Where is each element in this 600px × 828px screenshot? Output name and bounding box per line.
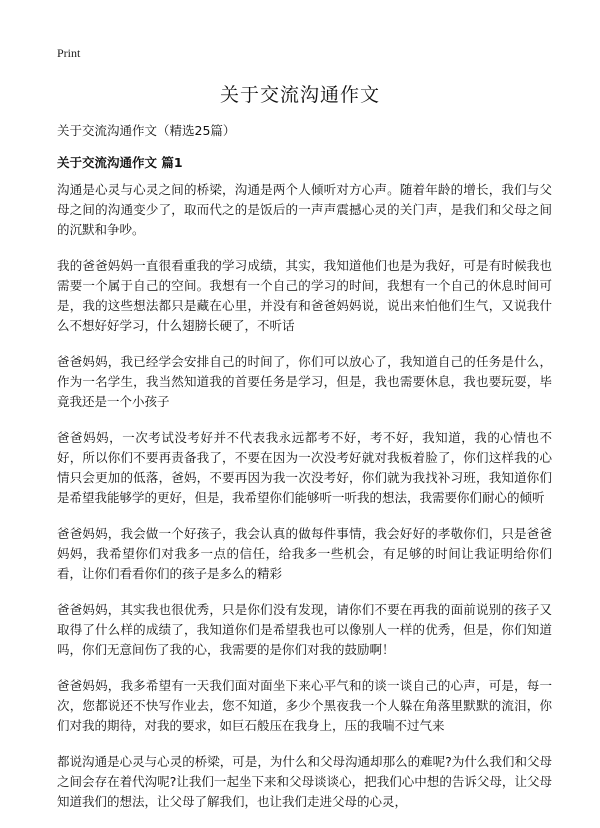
article-body (57, 180, 552, 828)
page-title: 关于交流沟通作文 (219, 84, 380, 106)
paragraph: 我的爸爸妈妈一直很看重我的学习成绩，其实，我知道他们也是为我好，可是有时候我也需要一个属于自己的空间。我想有一个自己的学习的时间，我想有一个自己的休息时间可是，我的这些想法都只是藏在心里，并没有和爸爸妈妈说，说出来怕他们生气，又说我什么不想好好学习，什么翅膀长硬了，不听话 (57, 258, 552, 333)
paragraph: 爸爸妈妈，我已经学会安排自己的时间了，你们可以放心了，我知道自己的任务是什么，作为一名学生，我当然知道我的首要任务是学习，但是，我也需要休息，我也要玩耍，毕竟我还是一个小孩子 (57, 354, 552, 409)
document-subtitle: 关于交流沟通作文（精选25篇） (57, 123, 236, 138)
paragraph: 爸爸妈妈，我会做一个好孩子，我会认真的做每件事情，我会好好的孝敬你们，只是爸爸妈妈，我希望你们对我多一点的信任，给我多一些机会，有足够的时间让我证明给你们看，让你们看看你们的孩子是多么的精彩 (57, 526, 552, 581)
paragraph: 爸爸妈妈，我多希望有一天我们面对面坐下来心平气和的谈一谈自己的心声，可是，每一次，您都说还不快写作业去，您不知道，多少个黑夜我一个人躲在角落里默默的流泪，你们对我的期待，对我的要求，如巨石般压在我身上，压的我喘不过气来 (57, 678, 552, 733)
paragraph: 爸爸妈妈，一次考试没考好并不代表我永远都考不好，考不好，我知道，我的心情也不好，所以你们不要再责备我了，不要在因为一次没考好就对我板着脸了，你们这样我的心情只会更加的低落，爸妈，不要再因为我一次没考好，你们就为我找补习班，我知道你们是希望我能够学的更好，但是，我希望你们能够听一听我的想法，我需要你们耐心的倾听 (57, 430, 552, 505)
section-heading: 关于交流沟通作文 篇1 (57, 155, 183, 170)
paragraph: 都说沟通是心灵与心灵的桥梁，可是，为什么和父母沟通却那么的难呢?为什么我们和父母之间会存在着代沟呢?让我们一起坐下来和父母谈谈心，把我们心中想的告诉父母，让父母知道我们的想法，让父母了解我们，也让我们走进父母的心灵， (57, 754, 552, 809)
paragraph: 沟通是心灵与心灵之间的桥梁，沟通是两个人倾听对方心声。随着年龄的增长，我们与父母之间的沟通变少了，取而代之的是饭后的一声声震撼心灵的关门声，是我们和父母之间的沉默和争吵。 (57, 182, 552, 237)
paragraph: 爸爸妈妈，其实我也很优秀，只是你们没有发现，请你们不要在再我的面前说别的孩子又取得了什么样的成绩了，我知道你们是希望我也可以像别人一样的优秀，但是，你们知道吗，你们无意间伤了我的心，我需要的是你们对我的鼓励啊！ (57, 602, 552, 657)
print-link[interactable]: Print (57, 46, 81, 60)
